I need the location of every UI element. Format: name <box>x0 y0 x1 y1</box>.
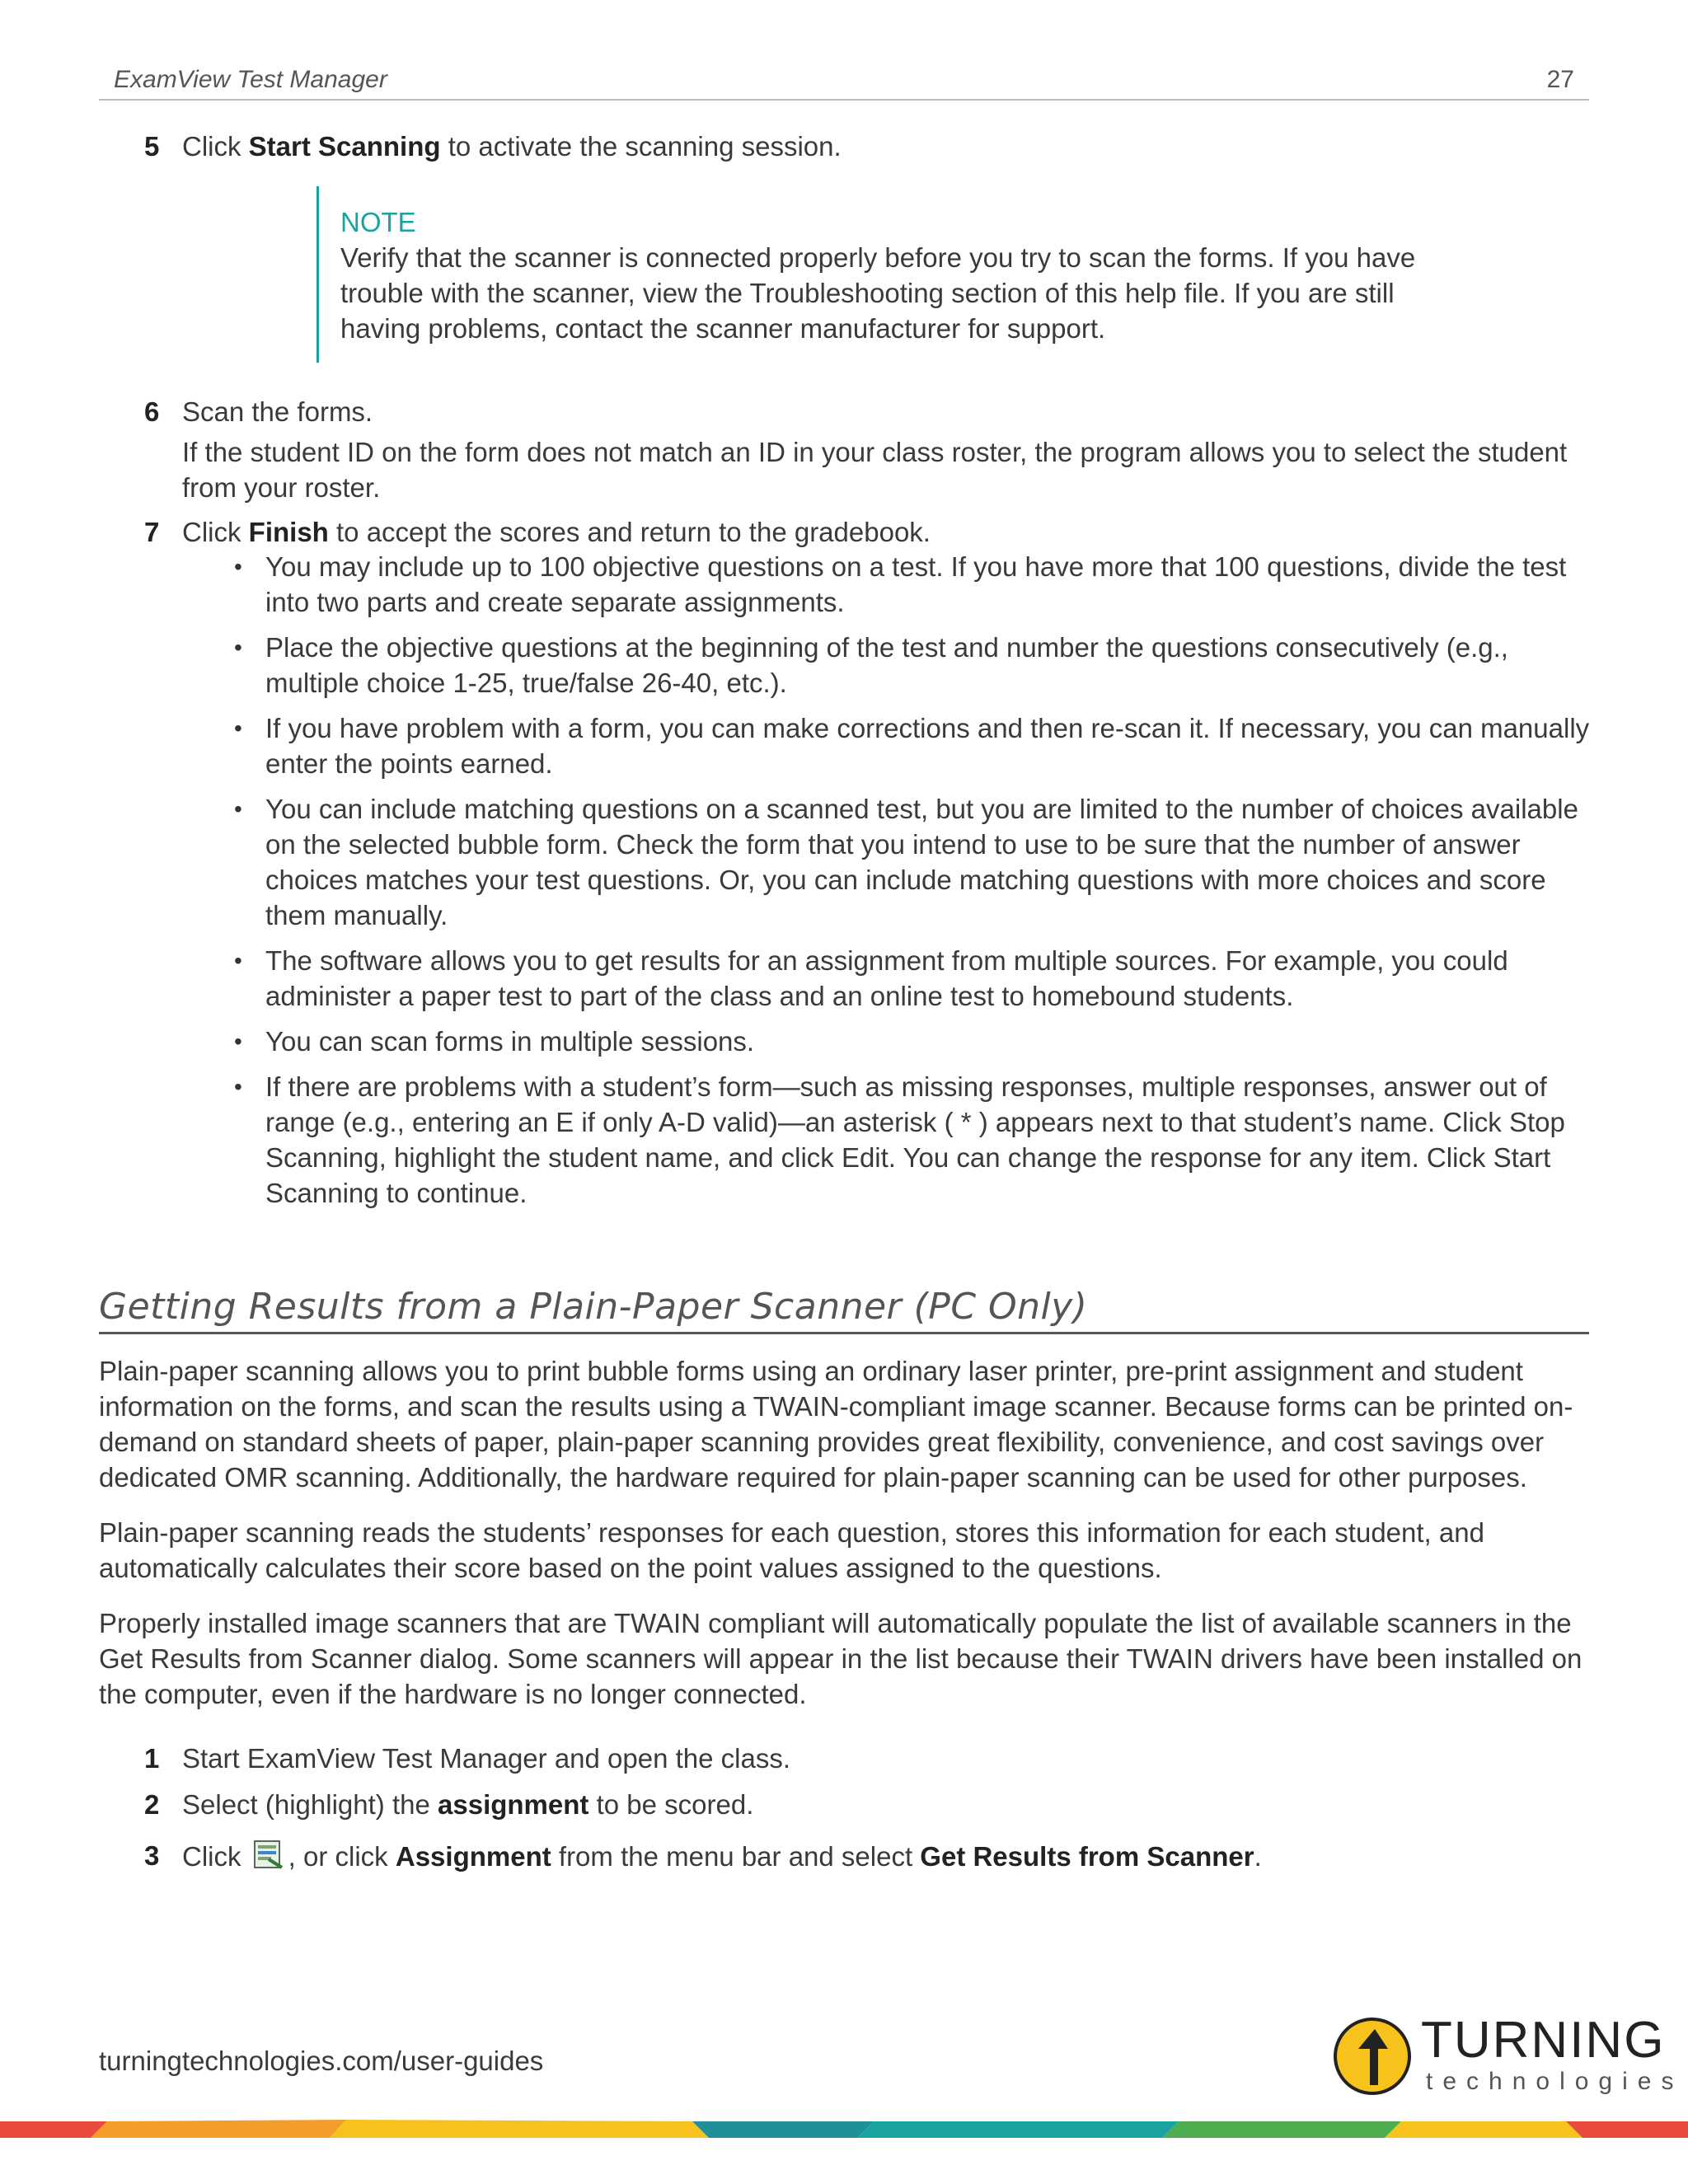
step-6 <box>144 394 1578 505</box>
logo-subtitle: technologies <box>1426 2068 1684 2095</box>
step-text: Click <box>182 1841 249 1872</box>
list-item: • Place the objective questions at the beginning of the test and number the questions consecutively (e.g., multiple choice 1-25, true/false 26-40, etc.). <box>234 632 1508 698</box>
paragraph: Plain-paper scanning reads the students’ responses for each question, stores this information for each student, and automatically calculates their score based on the point values assigned to the questions. <box>99 1517 1484 1583</box>
list-item: • The software allows you to get results for an assignment from multiple sources. For example, you could administer a paper test to part of the class and an online test to homebound students. <box>234 945 1508 1011</box>
step-5 <box>144 129 842 164</box>
step-text: Scan the forms. <box>182 396 373 427</box>
document-name: ExamView Test Manager <box>114 66 387 93</box>
step-2 <box>144 1787 753 1822</box>
step-number: 2 <box>144 1789 160 1820</box>
step-detail: If the student ID on the form does not match an ID in your class roster, the program allows you to select the student from your roster. <box>182 437 1568 503</box>
list-item: • You may include up to 100 objective questions on a test. If you have more that 100 questions, divide the test into two parts and create separate assignments. <box>234 551 1567 617</box>
step-number: 1 <box>144 1743 160 1774</box>
step-text: Click <box>182 131 249 162</box>
note-title: NOTE <box>340 207 416 237</box>
ui-term-assignment: assignment <box>438 1789 589 1820</box>
paragraph: Properly installed image scanners that are TWAIN compliant will automatically populate the list of available scanners in the Get Results from Scanner dialog. Some scanners will appear in the list because their TWAIN drivers have been installed on the computer, even if the hardware is no longer connected. <box>99 1608 1582 1709</box>
note-text: Verify that the scanner is connected properly before you try to scan the forms. If you have trouble with the scanner, view the Troubleshooting section of this help file. If you are still having problems, contact the scanner manufacturer for support. <box>340 242 1416 344</box>
step-text: Start ExamView Test Manager and open the class. <box>182 1743 791 1774</box>
scanner-icon[interactable] <box>252 1838 285 1871</box>
footer-color-stripe <box>0 2116 1688 2138</box>
ui-term-finish: Finish <box>248 517 329 547</box>
page-number: 27 <box>1546 66 1574 93</box>
step-text: to activate the scanning session. <box>440 131 842 162</box>
turning-arrow-icon <box>1334 2018 1411 2095</box>
step-text: , or click <box>288 1841 396 1872</box>
tips-list <box>229 549 1597 1221</box>
turning-technologies-logo <box>1334 2012 1684 2102</box>
step-number: 3 <box>144 1840 160 1871</box>
ui-term-get-results-from-scanner: Get Results from Scanner <box>920 1841 1254 1872</box>
step-text: to accept the scores and return to the gradebook. <box>328 517 931 547</box>
list-item: • If there are problems with a student’s form—such as missing responses, multiple responses, answer out of range (e.g., entering an E if only A-D valid)—an asterisk ( * ) appears next to that student’s name. Click Stop Scanning, highlight the student name, and click Edit. You can change the response for any item. Click Start Scanning to continue. <box>234 1071 1565 1208</box>
page-header <box>99 63 1589 101</box>
paragraph: Plain-paper scanning allows you to print bubble forms using an ordinary laser printer, pre-print assignment and student information on the forms, and scan the results using a TWAIN-compliant image scanner. Because forms can be printed on-demand on standard sheets of paper, plain-paper scanning provides great flexibility, convenience, and cost savings over dedicated OMR scanning. Additionally, the hardware required for plain-paper scanning can be used for other purposes. <box>99 1356 1573 1493</box>
list-item: • If you have problem with a form, you can make corrections and then re-scan it. If necessary, you can manually enter the points earned. <box>234 713 1590 779</box>
step-text: from the menu bar and select <box>551 1841 921 1872</box>
footer-url[interactable]: turningtechnologies.com/user-guides <box>99 2046 544 2076</box>
step-number: 6 <box>144 396 160 427</box>
step-text: . <box>1254 1841 1262 1872</box>
step-text: to be scored. <box>588 1789 754 1820</box>
note-box <box>316 186 1454 363</box>
step-1 <box>144 1741 790 1776</box>
step-number: 5 <box>144 131 160 162</box>
step-text: Click <box>182 517 249 547</box>
step-3 <box>144 1838 1262 1874</box>
step-number: 7 <box>144 517 160 547</box>
ui-term-start-scanning: Start Scanning <box>248 131 441 162</box>
ui-term-assignment-menu: Assignment <box>395 1841 551 1872</box>
logo-wordmark: TURNING <box>1421 2012 1666 2069</box>
section-heading: Getting Results from a Plain-Paper Scanner (PC Only) <box>99 1282 1589 1334</box>
list-item: • You can scan forms in multiple sessions. <box>234 1026 755 1057</box>
step-7 <box>144 514 931 550</box>
step-text: Select (highlight) the <box>182 1789 438 1820</box>
list-item: • You can include matching questions on a scanned test, but you are limited to the number of choices available on the selected bubble form. Check the form that you intend to use to be sure that the number of answer choices matches your test questions. Or, you can include matching questions with more choices and score them manually. <box>234 794 1578 930</box>
